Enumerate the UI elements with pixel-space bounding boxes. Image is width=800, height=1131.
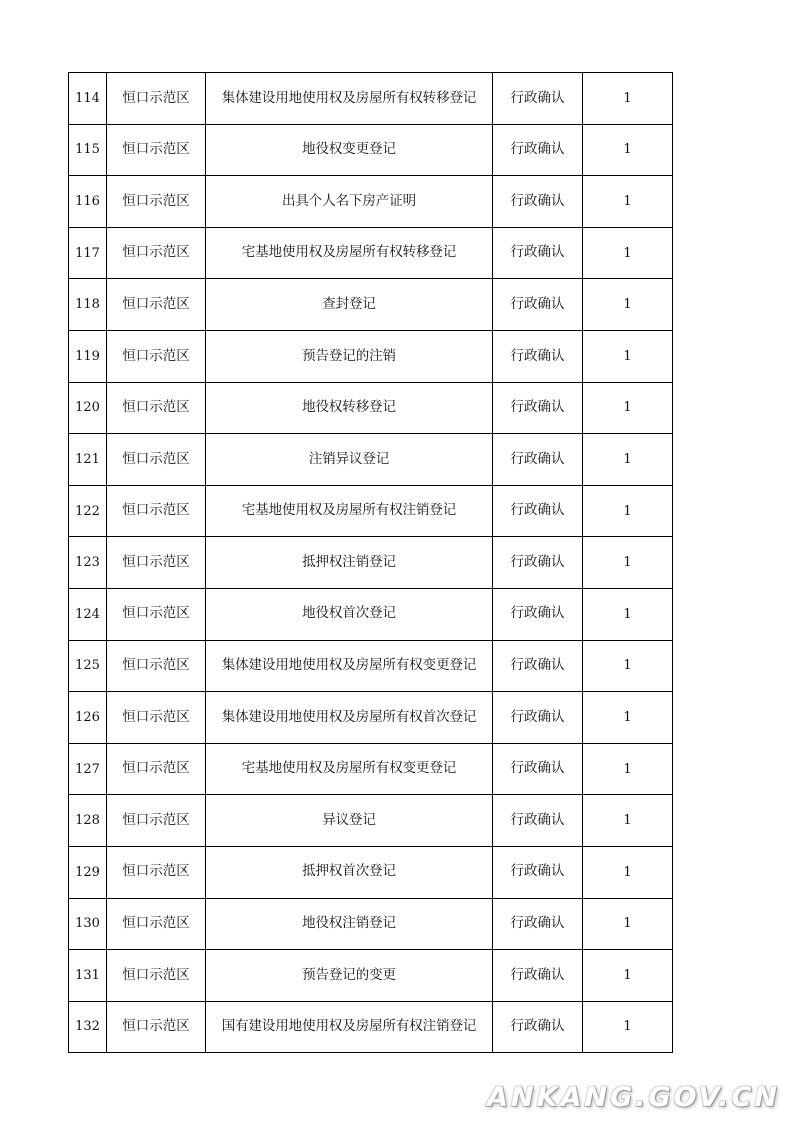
- region-cell: 恒口示范区: [107, 485, 206, 537]
- quantity-cell: 1: [583, 950, 673, 1002]
- region-cell: 恒口示范区: [107, 640, 206, 692]
- item-name-cell: 抵押权注销登记: [206, 537, 493, 589]
- table-row: [69, 124, 673, 176]
- item-name-cell: 查封登记: [206, 279, 493, 331]
- item-name-cell: 抵押权首次登记: [206, 846, 493, 898]
- row-number-cell: 130: [69, 898, 107, 950]
- quantity-cell: 1: [583, 279, 673, 331]
- region-cell: 恒口示范区: [107, 795, 206, 847]
- row-number-cell: 126: [69, 692, 107, 744]
- item-type-cell: 行政确认: [493, 692, 583, 744]
- quantity-cell: 1: [583, 330, 673, 382]
- quantity-cell: 1: [583, 692, 673, 744]
- table-row: [69, 279, 673, 331]
- region-cell: 恒口示范区: [107, 176, 206, 228]
- row-number-cell: 119: [69, 330, 107, 382]
- table-row: [69, 382, 673, 434]
- region-cell: 恒口示范区: [107, 382, 206, 434]
- item-name-cell: 宅基地使用权及房屋所有权注销登记: [206, 485, 493, 537]
- row-number-cell: 115: [69, 124, 107, 176]
- region-cell: 恒口示范区: [107, 846, 206, 898]
- table-row: [69, 434, 673, 486]
- quantity-cell: 1: [583, 588, 673, 640]
- quantity-cell: 1: [583, 124, 673, 176]
- item-name-cell: 地役权转移登记: [206, 382, 493, 434]
- region-cell: 恒口示范区: [107, 434, 206, 486]
- region-cell: 恒口示范区: [107, 279, 206, 331]
- site-watermark: ANKANG.GOV.CN: [487, 1082, 780, 1113]
- region-cell: 恒口示范区: [107, 898, 206, 950]
- item-type-cell: 行政确认: [493, 795, 583, 847]
- item-type-cell: 行政确认: [493, 950, 583, 1002]
- item-type-cell: 行政确认: [493, 485, 583, 537]
- item-name-cell: 出具个人名下房产证明: [206, 176, 493, 228]
- quantity-cell: 1: [583, 73, 673, 125]
- item-type-cell: 行政确认: [493, 434, 583, 486]
- table-row: [69, 846, 673, 898]
- region-cell: 恒口示范区: [107, 588, 206, 640]
- item-name-cell: 地役权注销登记: [206, 898, 493, 950]
- row-number-cell: 128: [69, 795, 107, 847]
- region-cell: 恒口示范区: [107, 124, 206, 176]
- quantity-cell: 1: [583, 176, 673, 228]
- row-number-cell: 117: [69, 227, 107, 279]
- quantity-cell: 1: [583, 898, 673, 950]
- quantity-cell: 1: [583, 485, 673, 537]
- table-row: [69, 898, 673, 950]
- region-cell: 恒口示范区: [107, 692, 206, 744]
- table-row: [69, 1001, 673, 1053]
- item-name-cell: 集体建设用地使用权及房屋所有权变更登记: [206, 640, 493, 692]
- row-number-cell: 125: [69, 640, 107, 692]
- quantity-cell: 1: [583, 846, 673, 898]
- region-cell: 恒口示范区: [107, 330, 206, 382]
- item-type-cell: 行政确认: [493, 898, 583, 950]
- item-name-cell: 预告登记的注销: [206, 330, 493, 382]
- quantity-cell: 1: [583, 640, 673, 692]
- item-type-cell: 行政确认: [493, 176, 583, 228]
- row-number-cell: 127: [69, 743, 107, 795]
- row-number-cell: 131: [69, 950, 107, 1002]
- row-number-cell: 118: [69, 279, 107, 331]
- item-type-cell: 行政确认: [493, 743, 583, 795]
- quantity-cell: 1: [583, 537, 673, 589]
- item-name-cell: 地役权首次登记: [206, 588, 493, 640]
- quantity-cell: 1: [583, 795, 673, 847]
- records-table-body: [69, 73, 673, 1053]
- table-row: [69, 330, 673, 382]
- row-number-cell: 116: [69, 176, 107, 228]
- row-number-cell: 122: [69, 485, 107, 537]
- table-row: [69, 640, 673, 692]
- row-number-cell: 132: [69, 1001, 107, 1053]
- item-type-cell: 行政确认: [493, 846, 583, 898]
- quantity-cell: 1: [583, 227, 673, 279]
- item-name-cell: 异议登记: [206, 795, 493, 847]
- region-cell: 恒口示范区: [107, 227, 206, 279]
- region-cell: 恒口示范区: [107, 1001, 206, 1053]
- region-cell: 恒口示范区: [107, 537, 206, 589]
- item-name-cell: 预告登记的变更: [206, 950, 493, 1002]
- item-name-cell: 宅基地使用权及房屋所有权变更登记: [206, 743, 493, 795]
- table-row: [69, 537, 673, 589]
- table-row: [69, 950, 673, 1002]
- quantity-cell: 1: [583, 743, 673, 795]
- table-row: [69, 692, 673, 744]
- row-number-cell: 123: [69, 537, 107, 589]
- table-row: [69, 485, 673, 537]
- table-row: [69, 795, 673, 847]
- item-type-cell: 行政确认: [493, 279, 583, 331]
- quantity-cell: 1: [583, 434, 673, 486]
- item-type-cell: 行政确认: [493, 382, 583, 434]
- item-name-cell: 集体建设用地使用权及房屋所有权首次登记: [206, 692, 493, 744]
- item-type-cell: 行政确认: [493, 73, 583, 125]
- quantity-cell: 1: [583, 1001, 673, 1053]
- item-name-cell: 集体建设用地使用权及房屋所有权转移登记: [206, 73, 493, 125]
- table-row: [69, 176, 673, 228]
- item-name-cell: 注销异议登记: [206, 434, 493, 486]
- row-number-cell: 114: [69, 73, 107, 125]
- table-row: [69, 73, 673, 125]
- item-name-cell: 宅基地使用权及房屋所有权转移登记: [206, 227, 493, 279]
- row-number-cell: 121: [69, 434, 107, 486]
- item-type-cell: 行政确认: [493, 537, 583, 589]
- row-number-cell: 124: [69, 588, 107, 640]
- item-type-cell: 行政确认: [493, 124, 583, 176]
- item-type-cell: 行政确认: [493, 1001, 583, 1053]
- item-type-cell: 行政确认: [493, 640, 583, 692]
- records-table: [68, 72, 673, 1053]
- region-cell: 恒口示范区: [107, 73, 206, 125]
- table-row: [69, 743, 673, 795]
- table-row: [69, 588, 673, 640]
- table-row: [69, 227, 673, 279]
- quantity-cell: 1: [583, 382, 673, 434]
- item-type-cell: 行政确认: [493, 588, 583, 640]
- item-name-cell: 国有建设用地使用权及房屋所有权注销登记: [206, 1001, 493, 1053]
- row-number-cell: 129: [69, 846, 107, 898]
- region-cell: 恒口示范区: [107, 743, 206, 795]
- row-number-cell: 120: [69, 382, 107, 434]
- item-type-cell: 行政确认: [493, 227, 583, 279]
- region-cell: 恒口示范区: [107, 950, 206, 1002]
- item-name-cell: 地役权变更登记: [206, 124, 493, 176]
- item-type-cell: 行政确认: [493, 330, 583, 382]
